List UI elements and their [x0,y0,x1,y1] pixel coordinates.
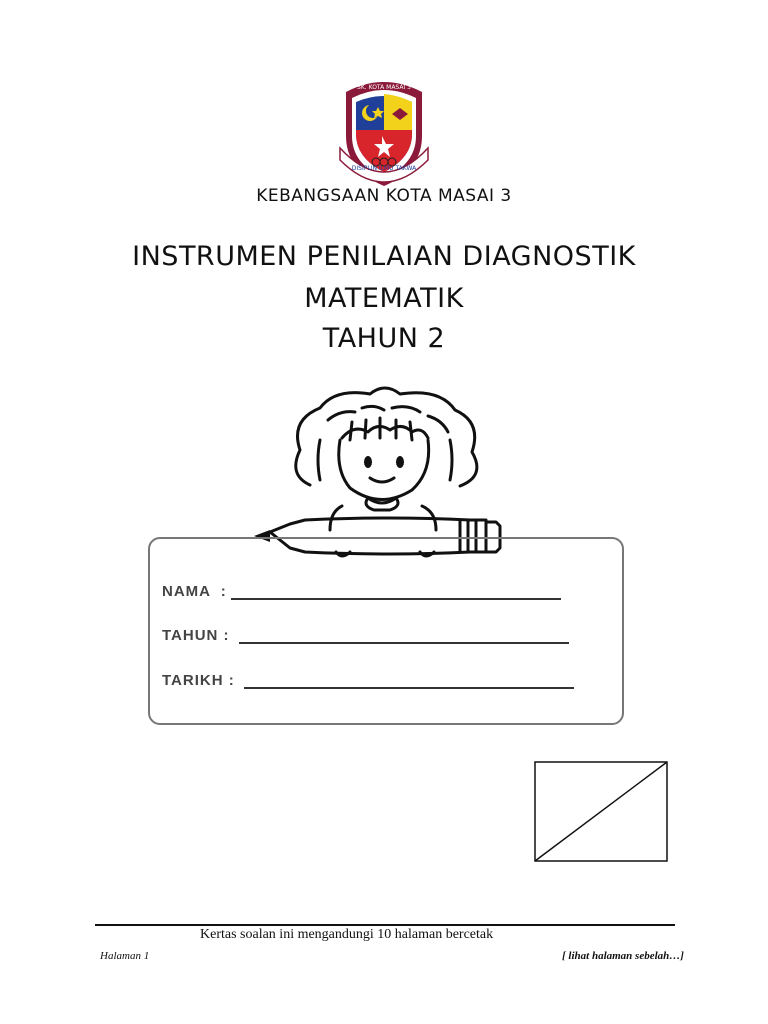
subject-title: MATEMATIK [304,283,464,314]
name-field[interactable] [231,584,561,600]
footer-rule [95,924,675,926]
name-label: NAMA : [162,583,227,600]
score-divider-line [535,762,667,861]
crest-ring-text: SK. KOTA MASAI 3 [357,84,411,91]
page-count-note: Kertas soalan ini mengandungi 10 halaman bercetak [200,927,494,942]
school-crest-logo [338,78,430,188]
assessment-title: INSTRUMEN PENILAIAN DIAGNOSTIK [132,241,636,272]
year-field[interactable] [239,628,569,644]
name-row [162,583,561,600]
date-row [162,672,574,689]
score-box[interactable] [534,761,668,862]
year-title: TAHUN 2 [322,323,446,354]
date-field[interactable] [244,673,574,689]
girl-with-pencil-illustration [250,380,520,560]
page-number: Halaman 1 [100,950,150,962]
school-name: KEBANGSAAN KOTA MASAI 3 [256,186,512,206]
year-row [162,627,569,644]
date-label: TARIKH : [162,672,240,689]
next-page-note: [ lihat halaman sebelah…] [562,950,684,962]
crest-ribbon-text: DISIPLIN ILMU TAKWA [351,165,417,172]
year-label: TAHUN : [162,627,235,644]
